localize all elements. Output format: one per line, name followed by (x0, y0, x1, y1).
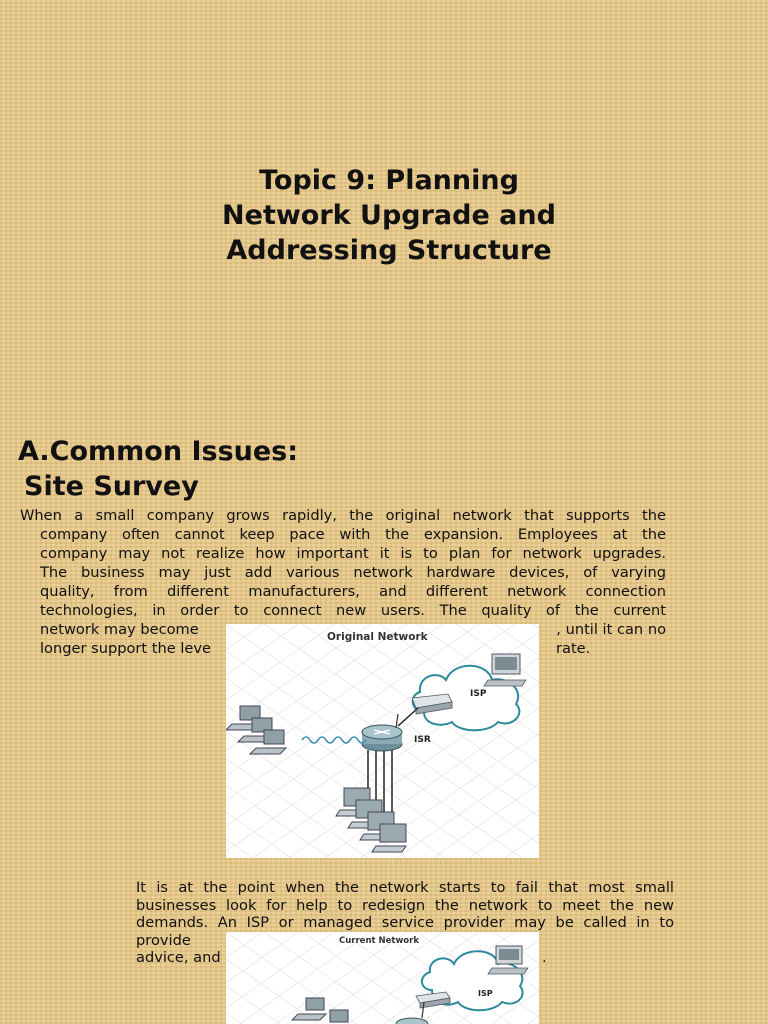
paragraph-line: company often cannot keep pace with the expansion. Employees at the (40, 526, 666, 543)
network-diagram-graphic (226, 624, 539, 858)
paragraph-fragment: advice, and (136, 949, 221, 966)
isp-label: ISP (470, 689, 487, 699)
paragraph-fragment: . (542, 949, 547, 966)
page-title (180, 163, 598, 268)
section-heading: A.Common Issues: (18, 436, 299, 467)
diagram-title: Current Network (339, 936, 419, 946)
paragraph-line: businesses look for help to redesign the network to meet the new (136, 896, 674, 914)
current-network-diagram (226, 932, 539, 1024)
paragraph-line: When a small company grows rapidly, the original network that supports the (20, 507, 666, 524)
title-line-3: Addressing Structure (226, 235, 552, 266)
paragraph-line: technologies, in order to connect new users. The quality of the current (40, 602, 666, 619)
diagram-title: Original Network (327, 631, 428, 643)
paragraph-line: It is at the point when the network starts to fail that most small (136, 879, 674, 896)
paragraph-line: The business may just add various network hardware devices, of varying (40, 564, 666, 581)
paragraph-fragment: rate. (556, 640, 591, 657)
paragraph-fragment: network may become (40, 621, 199, 638)
paragraph-fragment: , until it can no (556, 621, 666, 638)
isr-label: ISR (414, 735, 431, 745)
paragraph-line: demands. An ISP or managed service provider may be called in to provide (136, 914, 674, 949)
section-subheading: Site Survey (24, 471, 199, 502)
original-network-diagram (226, 624, 539, 858)
paragraph-line: company may not realize how important it is to plan for network upgrades. (40, 545, 666, 562)
paragraph-line: quality, from different manufacturers, and different network connection (40, 583, 666, 600)
title-line-2: Network Upgrade and (222, 200, 556, 231)
title-line-1: Topic 9: Planning (259, 165, 519, 196)
network-diagram-graphic (226, 932, 539, 1024)
paragraph-fragment: longer support the leve (40, 640, 212, 657)
isp-label: ISP (478, 989, 493, 998)
